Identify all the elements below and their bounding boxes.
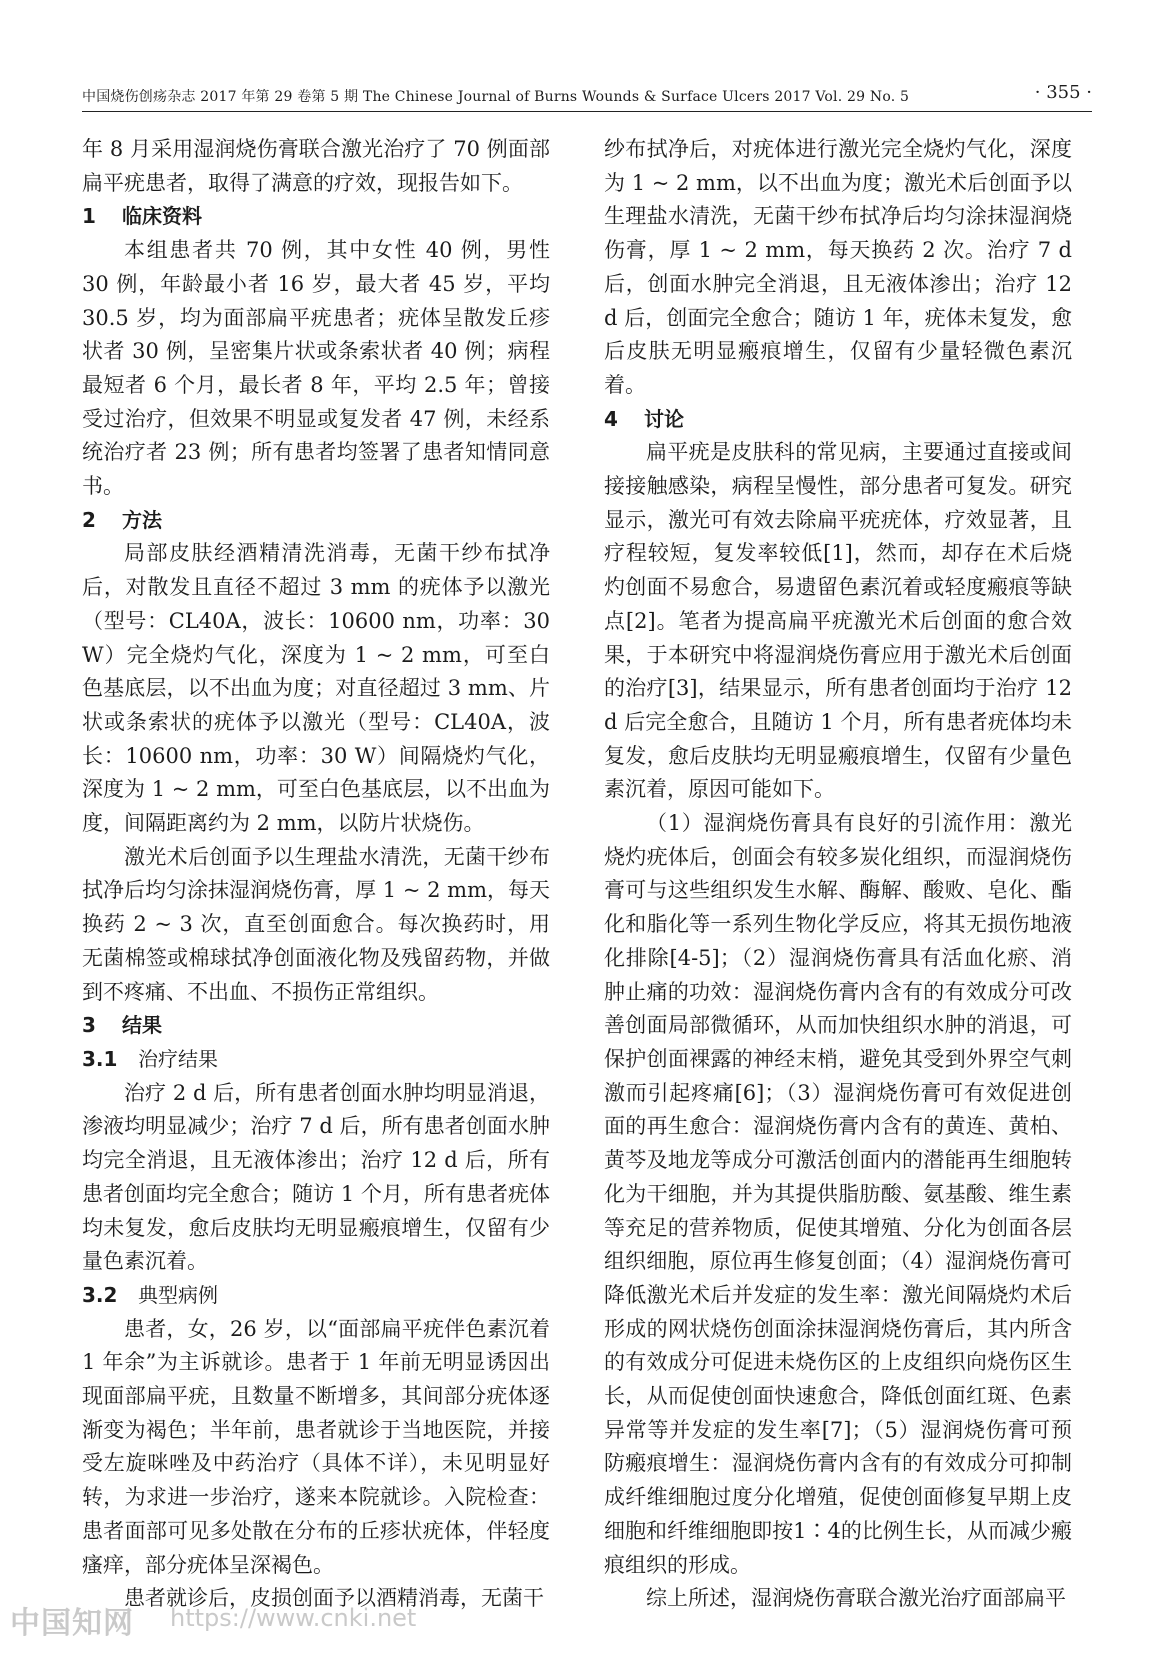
subsection-title: 典型病例 <box>138 1282 218 1307</box>
section-title: 讨论 <box>644 406 684 431</box>
paragraph: 本组患者共 70 例，其中女性 40 例，男性 30 例，年龄最小者 16 岁，最大者 45 岁，平均 30.5 岁，均为面部扁平疣患者；疣体呈散发丘疹状者 30 例，呈密集片状或条索状者 40 例；病程最短者 6 个月，最长者 8 年，平均 2.5 年；曾接受过治疗，但效果不明显或复发者 47 例，未经系统治疗者 23 例；所有患者均签署了患者知情同意书。 <box>82 238 550 499</box>
journal-header: 中国烧伤创疡杂志 2017 年第 29 卷第 5 期 The Chinese Journal of Burns Wounds & Surface Ulcers 2017 Vol. 29 No. 5 <box>82 89 910 105</box>
section-number: 1 <box>82 204 96 229</box>
subsection-number: 3.1 <box>82 1046 118 1071</box>
subsection-number: 3.2 <box>82 1282 118 1307</box>
right-column <box>604 133 1072 1616</box>
section-3-heading <box>82 1009 550 1043</box>
section-title: 方法 <box>122 507 162 532</box>
section-4-heading <box>604 403 1072 437</box>
running-header <box>82 82 1092 112</box>
subsection-3-2-heading <box>82 1279 550 1313</box>
paragraph: （1）湿润烧伤膏具有良好的引流作用：激光烧灼疣体后，创面会有较多炭化组织，而湿润烧伤膏可与这些组织发生水解、酶解、酸败、皂化、酯化和脂化等一系列生物化学反应，将其无损伤地液化排除[4-5]；（2）湿润烧伤膏具有活血化瘀、消肿止痛的功效：湿润烧伤膏内含有的有效成分可改善创面局部微循环，从而加快组织水肿的消退，可保护创面裸露的神经末梢，避免其受到外界空气刺激而引起疼痛[6]；（3）湿润烧伤膏可有效促进创面的再生愈合：湿润烧伤膏内含有的黄连、黄柏、黄芩及地龙等成分可激活创面内的潜能再生细胞转化为干细胞，并为其提供脂肪酸、氨基酸、维生素等充足的营养物质，促使其增殖、分化为创面各层组织细胞，原位再生修复创面；（4）湿润烧伤膏可降低激光术后并发症的发生率：激光间隔烧灼术后形成的网状烧伤创面涂抹湿润烧伤膏后，其内所含的有效成分可促进未烧伤区的上皮组织向烧伤区生长，从而促使创面快速愈合，降低创面红斑、色素异常等并发症的发生率[7]；（5）湿润烧伤膏可预防瘢痕增生：湿润烧伤膏内含有的有效成分可抑制成纤维细胞过度分化增殖，促使创面修复早期上皮细胞和纤维细胞即按1∶4的比例生长，从而减少瘢痕组织的形成。 <box>604 811 1072 1577</box>
paragraph: 纱布拭净后，对疣体进行激光完全烧灼气化，深度为 1 ~ 2 mm，以不出血为度；激光术后创面予以生理盐水清洗，无菌干纱布拭净后均匀涂抹湿润烧伤膏，厚 1 ~ 2 mm，每天换药 2 次。治疗 7 d 后，创面水肿完全消退，且无液体渗出；治疗 12 d 后，创面完全愈合；随访 1 年，疣体未复发，愈后皮肤无明显瘢痕增生，仅留有少量轻微色素沉着。 <box>604 137 1072 397</box>
paragraph: 治疗 2 d 后，所有患者创面水肿均明显消退，渗液均明显减少；治疗 7 d 后，所有患者创面水肿均完全消退，且无液体渗出；治疗 12 d 后，所有患者创面均完全愈合；随访 1 个月，所有患者疣体均未复发，愈后皮肤均无明显瘢痕增生，仅留有少量色素沉着。 <box>82 1080 550 1274</box>
paragraph: 局部皮肤经酒精清洗消毒，无菌干纱布拭净后，对散发且直径不超过 3 mm 的疣体予以激光（型号：CL40A，波长：10600 nm，功率：30 W）完全烧灼气化，深度为 1 ~ 2 mm，可至白色基底层，以不出血为度；对直径超过 3 mm、片状或条索状的疣体予以激光（型号：CL40A，波长：10600 nm，功率：30 W）间隔烧灼气化，深度为 1 ~ 2 mm，可至白色基底层，以不出血为度，间隔距离约为 2 mm，以防片状烧伤。 <box>82 541 550 836</box>
cnki-logo: 中国知网 <box>10 1606 134 1641</box>
subsection-title: 治疗结果 <box>138 1046 218 1071</box>
section-title: 临床资料 <box>122 204 202 229</box>
section-number: 4 <box>604 406 618 431</box>
cnki-url: https://www.cnki.net <box>170 1604 417 1632</box>
page-number: · 355 · <box>1034 82 1092 103</box>
section-number: 2 <box>82 507 96 532</box>
paragraph: 患者，女，26 岁，以“面部扁平疣伴色素沉着 1 年余”为主诉就诊。患者于 1 年前无明显诱因出现面部扁平疣，且数量不断增多，其间部分疣体逐渐变为褐色；半年前，患者就诊于当地医院，并接受左旋咪唑及中药治疗（具体不详），未见明显好转，为求进一步治疗，遂来本院就诊。入院检查：患者面部可见多处散在分布的丘疹状疣体，伴轻度瘙痒，部分疣体呈深褐色。 <box>82 1316 550 1577</box>
intro-paragraph: 年 8 月采用湿润烧伤膏联合激光治疗了 70 例面部扁平疣患者，取得了满意的疗效，现报告如下。 <box>82 137 550 195</box>
paragraph: 患者就诊后，皮损创面予以酒精消毒，无菌干 <box>124 1586 544 1611</box>
watermark <box>0 1598 1174 1648</box>
section-number: 3 <box>82 1013 96 1038</box>
section-1-heading <box>82 200 550 234</box>
paragraph: 扁平疣是皮肤科的常见病，主要通过直接或间接接触感染，病程呈慢性，部分患者可复发。研究显示，激光可有效去除扁平疣疣体，疗效显著，且疗程较短，复发率较低[1]，然而，却存在术后烧灼创面不易愈合，易遗留色素沉着或轻度瘢痕等缺点[2]。笔者为提高扁平疣激光术后创面的愈合效果，于本研究中将湿润烧伤膏应用于激光术后创面的治疗[3]，结果显示，所有患者创面均于治疗 12 d 后完全愈合，且随访 1 个月，所有患者疣体均未复发，愈后皮肤均无明显瘢痕增生，仅留有少量色素沉着，原因可能如下。 <box>604 440 1072 802</box>
section-2-heading <box>82 504 550 538</box>
left-column <box>82 133 550 1616</box>
subsection-3-1-heading <box>82 1043 550 1077</box>
paragraph: 激光术后创面予以生理盐水清洗，无菌干纱布拭净后均匀涂抹湿润烧伤膏，厚 1 ~ 2 mm，每天换药 2 ~ 3 次，直至创面愈合。每次换药时，用无菌棉签或棉球拭净创面液化物及残留药物，并做到不疼痛、不出血、不损伤正常组织。 <box>82 844 550 1004</box>
section-title: 结果 <box>122 1013 162 1038</box>
paragraph: 综上所述，湿润烧伤膏联合激光治疗面部扁平 <box>646 1586 1066 1611</box>
header-rule <box>82 111 1092 112</box>
